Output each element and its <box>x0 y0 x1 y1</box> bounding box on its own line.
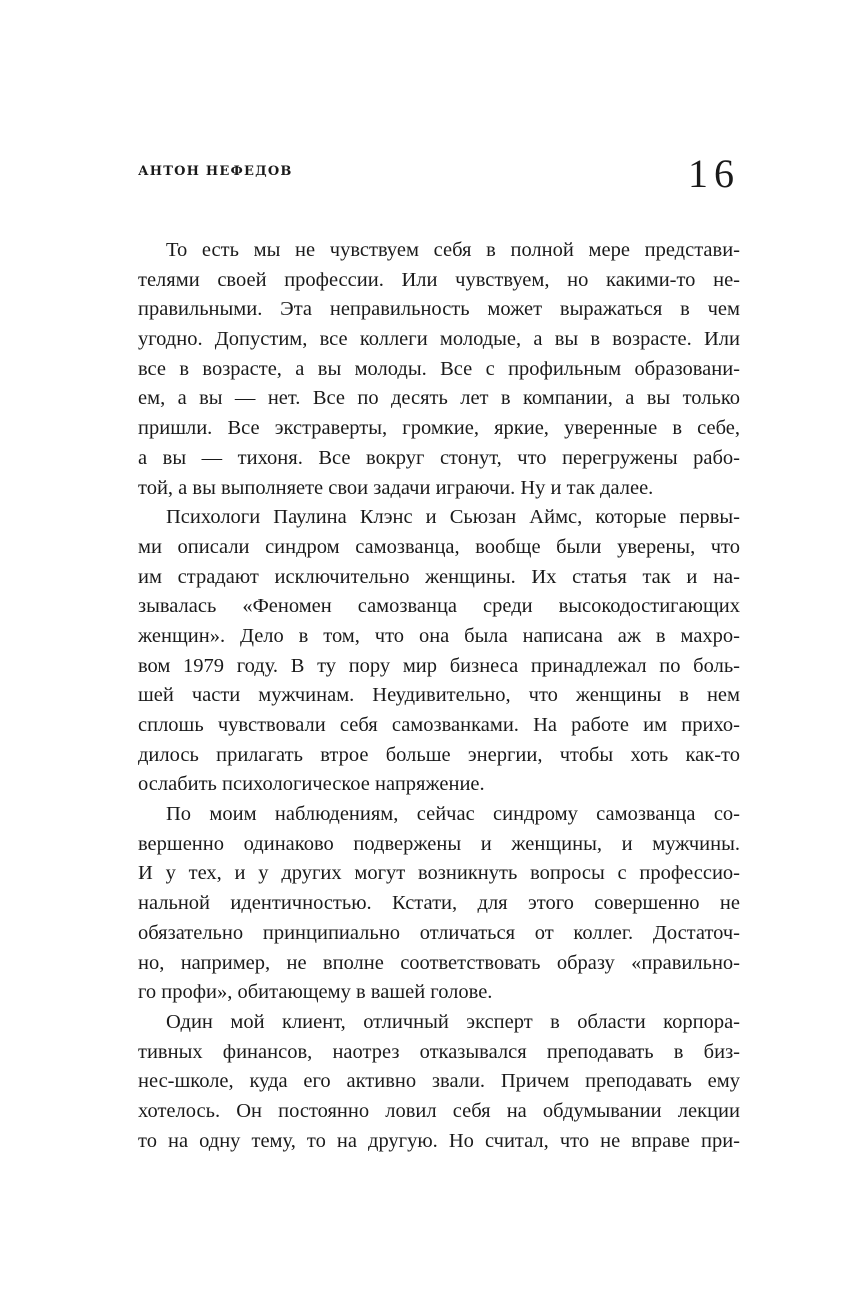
text-line: им страдают исключительно женщины. Их статья так и на- <box>138 565 740 588</box>
text-line: вершенно одинаково подвержены и женщины, и мужчины. <box>138 832 740 855</box>
text-line: женщин». Дело в том, что она была написана аж в махро- <box>138 624 740 647</box>
text-line: нес-школе, куда его активно звали. Причем преподавать ему <box>138 1070 740 1093</box>
paragraph <box>138 236 740 503</box>
text-line: тивных финансов, наотрез отказывался преподавать в биз- <box>138 1040 740 1063</box>
text-line: пришли. Все экстраверты, громкие, яркие, уверенные в себе, <box>138 417 740 440</box>
text-line: хотелось. Он постоянно ловил себя на обдумывании лекции <box>138 1099 740 1122</box>
text-line: а вы — тихоня. Все вокруг стонут, что перегружены рабо- <box>138 446 740 469</box>
text-line: Психологи Паулина Клэнс и Сьюзан Аймс, которые первы- <box>166 506 740 529</box>
text-line: Один мой клиент, отличный эксперт в области корпора- <box>166 1010 740 1033</box>
body-text <box>138 236 740 1156</box>
text-line: все в возрасте, а вы молоды. Все с профильным образовани- <box>138 357 740 380</box>
text-line: По моим наблюдениям, сейчас синдрому самозванца со- <box>166 803 740 826</box>
text-line: угодно. Допустим, все коллеги молодые, а вы в возрасте. Или <box>138 328 740 351</box>
running-head-author: АНТОН НЕФЕДОВ <box>138 164 293 179</box>
text-line: ем, а вы — нет. Все по десять лет в компании, а вы только <box>138 387 740 410</box>
text-line: той, а вы выполняете свои задачи играючи. Ну и так далее. <box>138 476 654 499</box>
text-line: дилось прилагать втрое больше энергии, чтобы хоть как-то <box>138 743 740 766</box>
text-line: обязательно принципиально отличаться от коллег. Достаточ- <box>138 921 740 944</box>
text-line: телями своей профессии. Или чувствуем, но какими-то не- <box>138 268 740 291</box>
text-line: То есть мы не чувствуем себя в полной мере представи- <box>166 239 740 261</box>
text-line: зывалась «Феномен самозванца среди высокодостигающих <box>138 595 740 618</box>
paragraph <box>138 503 740 800</box>
paragraph <box>138 800 740 1008</box>
text-line: сплошь чувствовали себя самозванками. На работе им прихо- <box>138 714 740 736</box>
text-line: но, например, не вполне соответствовать образу «правильно- <box>138 951 740 974</box>
text-line: ми описали синдром самозванца, вообще были уверены, что <box>138 535 740 558</box>
text-line: И у тех, и у других могут возникнуть вопросы с профессио- <box>138 862 740 885</box>
text-line: нальной идентичностью. Кстати, для этого совершенно не <box>138 892 740 915</box>
page-number: 16 <box>688 151 740 196</box>
text-line: шей части мужчинам. Неудивительно, что женщины в нем <box>138 684 740 707</box>
paragraph <box>138 1008 740 1156</box>
text-line: правильными. Эта неправильность может выражаться в чем <box>138 298 740 321</box>
text-line: вом 1979 году. В ту пору мир бизнеса принадлежал по боль- <box>138 654 740 677</box>
text-line: то на одну тему, то на другую. Но считал, что не вправе при- <box>138 1129 740 1152</box>
text-line: ослабить психологическое напряжение. <box>138 773 485 796</box>
text-line: го профи», обитающему в вашей голове. <box>138 981 493 1004</box>
